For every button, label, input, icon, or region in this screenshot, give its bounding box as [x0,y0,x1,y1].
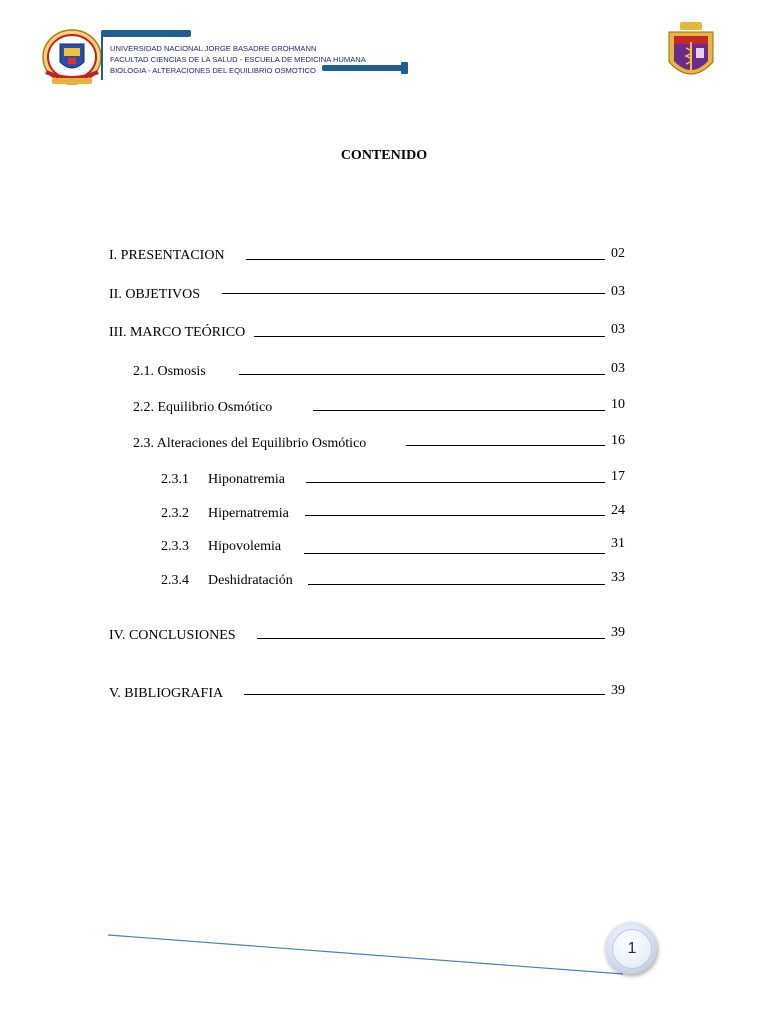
toc-entry-number: 2.3.1 [161,472,189,487]
toc-entry-presentacion[interactable] [109,244,225,264]
toc-page-number: 39 [611,683,625,698]
toc-entry-label: Deshidratación [208,573,293,588]
toc-entry-label: II. OBJETIVOS [109,287,200,302]
header-rule [101,36,103,80]
toc-entry-label: I. PRESENTACION [109,248,225,263]
toc-entry-number: 2.3.4 [161,573,189,588]
header-bottom-bar [322,65,408,71]
toc-entry-label: Hipernatremia [208,506,289,521]
toc-entry-label: 2.3. Alteraciones del Equilibrio Osmótico [133,436,367,451]
toc-leader [308,584,605,585]
toc-page-number: 33 [611,570,625,585]
toc-entry-label: Hipovolemia [208,539,282,554]
toc-leader [306,482,605,483]
header-text [110,43,366,76]
toc-entry-bibliografia[interactable] [109,682,223,702]
toc-page-number: 16 [611,433,625,448]
page-number: 1 [612,929,652,969]
toc-entry-hipovolemia[interactable] [161,535,281,555]
toc-entry-label: III. MARCO TEÓRICO [109,325,246,340]
toc-leader [239,374,605,375]
page-number-badge [605,922,657,974]
header-top-bar [101,30,191,37]
toc-page-number: 39 [611,625,625,640]
header-course: BIOLOGIA - ALTERACIONES DEL EQUILIBRIO OSMOTICO [110,66,316,75]
toc-entry-label: V. BIBLIOGRAFIA [109,686,224,701]
toc-entry-label: Hiponatremia [208,472,285,487]
toc-leader [406,445,605,446]
toc-entry-number: 2.3.3 [161,539,189,554]
toc-leader [244,694,605,695]
toc-entry-alteraciones[interactable] [133,432,366,452]
toc-leader [257,638,605,639]
toc-entry-equilibrio-osmotico[interactable] [133,396,272,416]
medicine-shield-icon [666,22,716,84]
toc-page-number: 03 [611,284,625,299]
toc-page-number: 02 [611,246,625,261]
toc-leader [246,259,605,260]
toc-leader [304,553,605,554]
toc-leader [313,410,605,411]
toc-entry-label: IV. CONCLUSIONES [109,628,236,643]
header-bottom-bar-tick [401,62,408,74]
header-faculty: FACULTAD CIENCIAS DE LA SALUD - ESCUELA DE MEDICINA HUMANA [110,55,366,64]
toc-leader [254,336,605,337]
university-crest-icon [42,28,102,86]
toc-entry-objetivos[interactable] [109,283,200,303]
toc-page-number: 17 [611,469,625,484]
toc-entry-conclusiones[interactable] [109,624,236,644]
toc-entry-hipernatremia[interactable] [161,502,289,522]
faculty-logo [666,22,716,84]
footer-line [108,930,628,980]
toc-entry-marco-teorico[interactable] [109,321,245,341]
toc-entry-hiponatremia[interactable] [161,468,285,488]
toc-leader [305,515,605,516]
toc-entry-deshidratacion[interactable] [161,569,293,589]
toc-entry-number: 2.3.2 [161,506,189,521]
university-logo [42,28,102,86]
toc-page-number: 10 [611,397,625,412]
toc-page-number: 24 [611,503,625,518]
toc-page-number: 03 [611,361,625,376]
toc-page-number: 31 [611,536,625,551]
toc-entry-label: 2.1. Osmosis [133,364,206,379]
page-title: CONTENIDO [340,148,428,163]
toc-entry-osmosis[interactable] [133,360,206,380]
toc-page-number: 03 [611,322,625,337]
toc-entry-label: 2.2. Equilibrio Osmótico [133,400,273,415]
toc-leader [222,293,605,294]
header-university: UNIVERSIDAD NACIONAL JORGE BASADRE GROHMANN [110,44,317,53]
